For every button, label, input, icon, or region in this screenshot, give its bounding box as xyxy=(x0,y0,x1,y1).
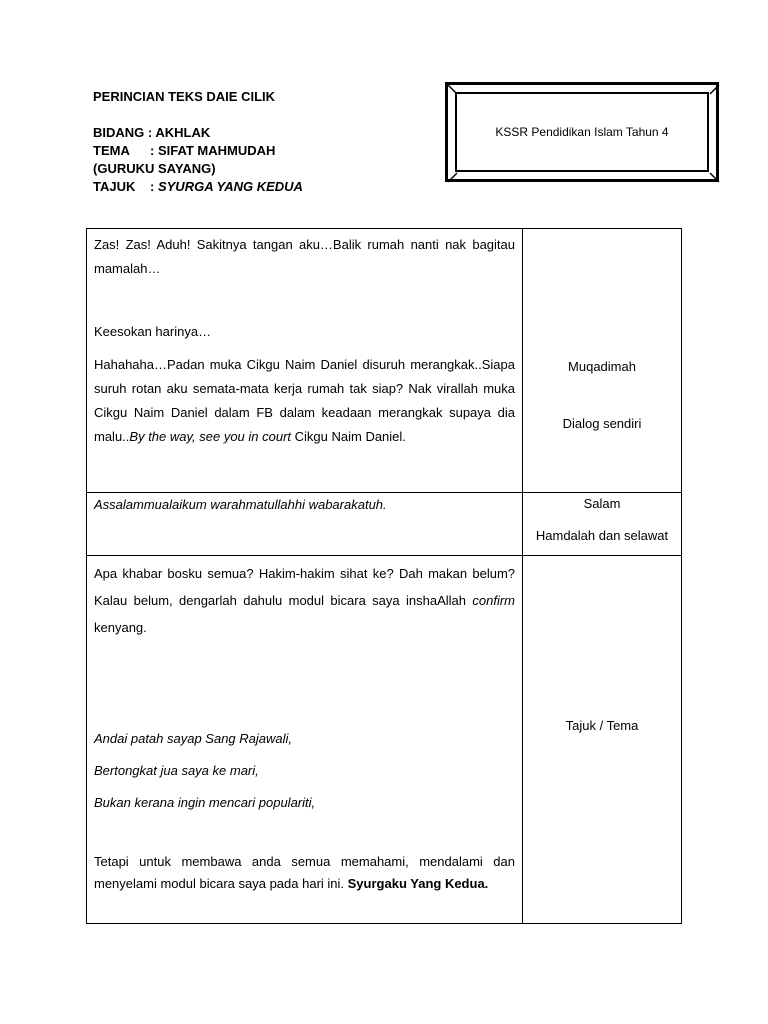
cell-label: Salam xyxy=(583,496,621,511)
text-run: kenyang. xyxy=(94,620,147,635)
tema-line xyxy=(93,142,303,160)
table-row xyxy=(87,556,682,924)
table-cell-label xyxy=(523,493,682,556)
cell-label: Tajuk / Tema xyxy=(565,718,639,733)
paragraph xyxy=(94,560,515,641)
bidang-label: BIDANG : xyxy=(93,125,153,140)
tema-label: TEMA xyxy=(93,143,130,158)
content-table xyxy=(86,228,682,924)
document-title: PERINCIAN TEKS DAIE CILIK xyxy=(93,89,276,104)
bidang-line xyxy=(93,124,303,142)
poem-stanza xyxy=(94,729,515,825)
cell-label: Hamdalah dan selawat xyxy=(535,528,669,543)
table-cell-label xyxy=(523,556,682,924)
paragraph: Keesokan harinya… xyxy=(94,324,212,339)
tajuk-label: TAJUK xyxy=(93,179,136,194)
cell-label: Dialog sendiri xyxy=(562,416,642,431)
text-run: Hahahaha…Padan muka Cikgu Naim Daniel disuruh merangkak..Siapa suruh rotan aku semata-mata kerja rumah tak siap? Nak virallah muka Cikgu Naim Daniel dalam FB dalam keadaan merangkak supaya dia malu.. xyxy=(94,357,515,444)
kssr-label-area xyxy=(455,92,709,172)
italic-text-run: By the way, see you in court xyxy=(129,429,292,444)
bold-text-run: Syurgaku Yang Kedua. xyxy=(347,876,489,891)
table-cell-text xyxy=(87,493,523,556)
italic-text-run: confirm xyxy=(472,593,515,608)
paragraph: Assalammualaikum warahmatullahhi wabarakatuh. xyxy=(94,497,387,512)
table-cell-label xyxy=(523,229,682,493)
cell-label: Muqadimah xyxy=(568,359,636,374)
paragraph xyxy=(94,353,515,449)
paragraph: Zas! Zas! Aduh! Sakitnya tangan aku…Balik rumah nanti nak bagitau mamalah… xyxy=(94,237,515,276)
poem-line: Bukan kerana ingin mencari populariti, xyxy=(94,795,316,810)
poem-line: Andai patah sayap Sang Rajawali, xyxy=(94,731,293,746)
document-header xyxy=(93,88,303,196)
kssr-frame-box xyxy=(445,82,719,182)
tajuk-value: SYURGA YANG KEDUA xyxy=(157,179,303,194)
tajuk-colon: : xyxy=(150,179,155,194)
text-run: Cikgu Naim Daniel. xyxy=(291,429,406,444)
table-cell-text xyxy=(87,229,523,493)
bidang-value: AKHLAK xyxy=(155,125,211,140)
tema-value: : SIFAT MAHMUDAH xyxy=(150,143,276,158)
text-run: Apa khabar bosku semua? Hakim-hakim sihat ke? Dah makan belum? Kalau belum, dengarlah dahulu modul bicara saya inshaAllah xyxy=(94,566,515,608)
tajuk-line xyxy=(93,178,303,196)
tema-subtitle: (GURUKU SAYANG) xyxy=(93,161,216,176)
table-row xyxy=(87,229,682,493)
table-cell-text xyxy=(87,556,523,924)
poem-line: Bertongkat jua saya ke mari, xyxy=(94,763,259,778)
table-row xyxy=(87,493,682,556)
text-run: Tetapi untuk membawa anda semua memahami, mendalami dan menyelami modul bicara saya pada hari ini. xyxy=(94,854,515,891)
paragraph xyxy=(94,851,515,895)
kssr-label: KSSR Pendidikan Islam Tahun 4 xyxy=(495,125,669,139)
